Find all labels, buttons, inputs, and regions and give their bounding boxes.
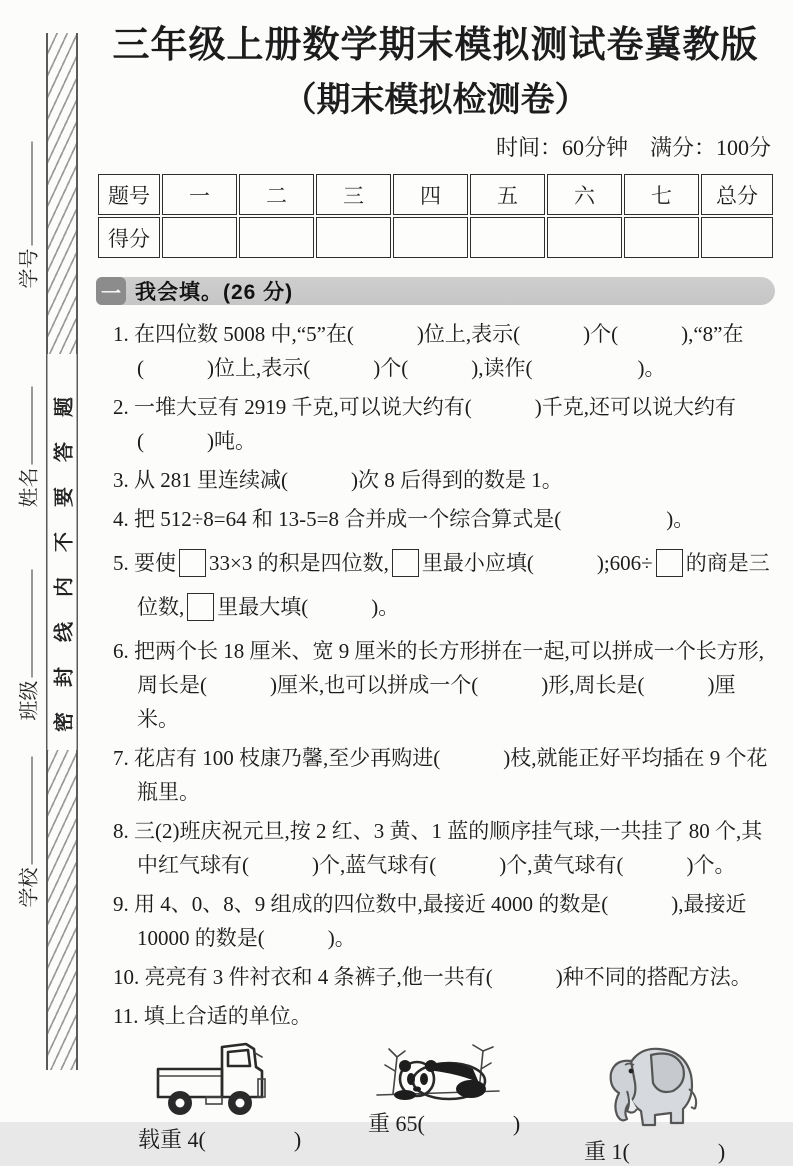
- score-cell-empty: [701, 217, 773, 258]
- question-5-text: 的商是三位数,: [137, 551, 770, 620]
- truck-caption: 载重 4( ): [138, 1127, 302, 1153]
- question-3: 3. 从 281 里连续减( )次 8 后得到的数是 1。: [113, 468, 563, 493]
- panda-caption: 重 65( ): [368, 1111, 521, 1137]
- panda-illustration: [375, 1039, 501, 1103]
- question-5-text: 里最大填( )。: [217, 595, 400, 620]
- score-cell-empty: [162, 217, 237, 258]
- question-1: 1. 在四位数 5008 中,“5”在( )位上,表示( )个( ),“8”在( )位上,表示( )个( ),读作( )。: [113, 322, 744, 381]
- school-label: 学校: [18, 867, 41, 908]
- question-9: 9. 用 4、0、8、9 组成的四位数中,最接近 4000 的数是( ),最接近 10000 的数是( )。: [113, 892, 747, 951]
- section-1-header: [96, 277, 775, 305]
- student-id-label: 学号: [18, 248, 41, 289]
- paper-title: 三年级上册数学期末模拟测试卷冀教版: [112, 25, 759, 66]
- unit-question-figures: [96, 1039, 775, 1165]
- answer-box: [179, 549, 206, 577]
- score-header-cell: 四: [393, 174, 468, 215]
- question-11: 11. 填上合适的单位。: [113, 1004, 312, 1029]
- class-field: [13, 570, 42, 721]
- score-header-cell: 七: [624, 174, 699, 215]
- score-header-cell: 总分: [701, 174, 773, 215]
- score-cell-empty: [547, 217, 622, 258]
- elephant-caption: 重 1( ): [584, 1139, 726, 1165]
- name-blank-line: [32, 387, 33, 465]
- score-row-label: 得分: [98, 217, 160, 258]
- paper-subtitle: （期末模拟检测卷）: [282, 82, 589, 120]
- answer-box: [656, 549, 683, 577]
- score-cell-empty: [316, 217, 391, 258]
- school-field: [13, 757, 42, 908]
- score-table-header-row: [98, 174, 773, 215]
- question-7: 7. 花店有 100 枝康乃馨,至少再购进( )枝,就能正好平均插在 9 个花瓶里。: [113, 746, 768, 805]
- score-cell-empty: [393, 217, 468, 258]
- score-header-cell: 一: [162, 174, 237, 215]
- main-content: [96, 22, 775, 1165]
- student-id-field: [13, 142, 42, 289]
- answer-box: [392, 549, 419, 577]
- name-label: 姓名: [18, 467, 41, 508]
- question-2: 2. 一堆大豆有 2919 千克,可以说大约有( )千克,还可以说大约有( )吨。: [113, 395, 736, 454]
- class-label: 班级: [18, 680, 41, 721]
- question-5-text: 5. 要使: [113, 551, 176, 576]
- seal-line-text: 密封线内不要答题: [48, 354, 77, 750]
- answer-box: [187, 593, 214, 621]
- section-1-number-badge: 一: [96, 277, 126, 305]
- truck-illustration: [154, 1039, 282, 1119]
- school-blank-line: [32, 757, 33, 865]
- score-header-cell: 题号: [98, 174, 160, 215]
- question-6: 6. 把两个长 18 厘米、宽 9 厘米的长方形拼在一起,可以拼成一个长方形,周长是( )厘米,也可以拼成一个( )形,周长是( )厘米。: [113, 639, 764, 732]
- question-list: [96, 317, 775, 1033]
- class-blank-line: [32, 570, 33, 678]
- score-cell-empty: [624, 217, 699, 258]
- question-5-text: 里最小应填( );606÷: [421, 551, 653, 576]
- question-4: 4. 把 512÷8=64 和 13-5=8 合并成一个综合算式是( )。: [113, 507, 695, 532]
- time-score-info: 时间：60分钟 满分：100分: [495, 135, 771, 161]
- name-field: [13, 387, 42, 508]
- elephant-unit-item: [584, 1039, 726, 1166]
- question-5-text: 33×3 的积是四位数,: [209, 551, 389, 576]
- score-table: [96, 172, 775, 260]
- question-10: 10. 亮亮有 3 件衬衣和 4 条裤子,他一共有( )种不同的搭配方法。: [113, 965, 752, 990]
- truck-unit-item: [138, 1039, 302, 1154]
- score-header-cell: 二: [239, 174, 314, 215]
- elephant-illustration: [597, 1039, 701, 1131]
- score-table-score-row: [98, 217, 773, 258]
- score-header-cell: 三: [316, 174, 391, 215]
- panda-unit-item: [368, 1039, 521, 1138]
- score-cell-empty: [239, 217, 314, 258]
- score-cell-empty: [470, 217, 545, 258]
- question-5: [113, 541, 775, 629]
- student-id-blank-line: [32, 142, 33, 246]
- seal-line-strip: [46, 33, 78, 1070]
- section-1-title: 我会填。(26 分): [135, 281, 294, 305]
- score-header-cell: 五: [470, 174, 545, 215]
- score-header-cell: 六: [547, 174, 622, 215]
- question-8: 8. 三(2)班庆祝元旦,按 2 红、3 黄、1 蓝的顺序挂气球,一共挂了 80 个,其中红气球有( )个,蓝气球有( )个,黄气球有( )个。: [113, 819, 763, 878]
